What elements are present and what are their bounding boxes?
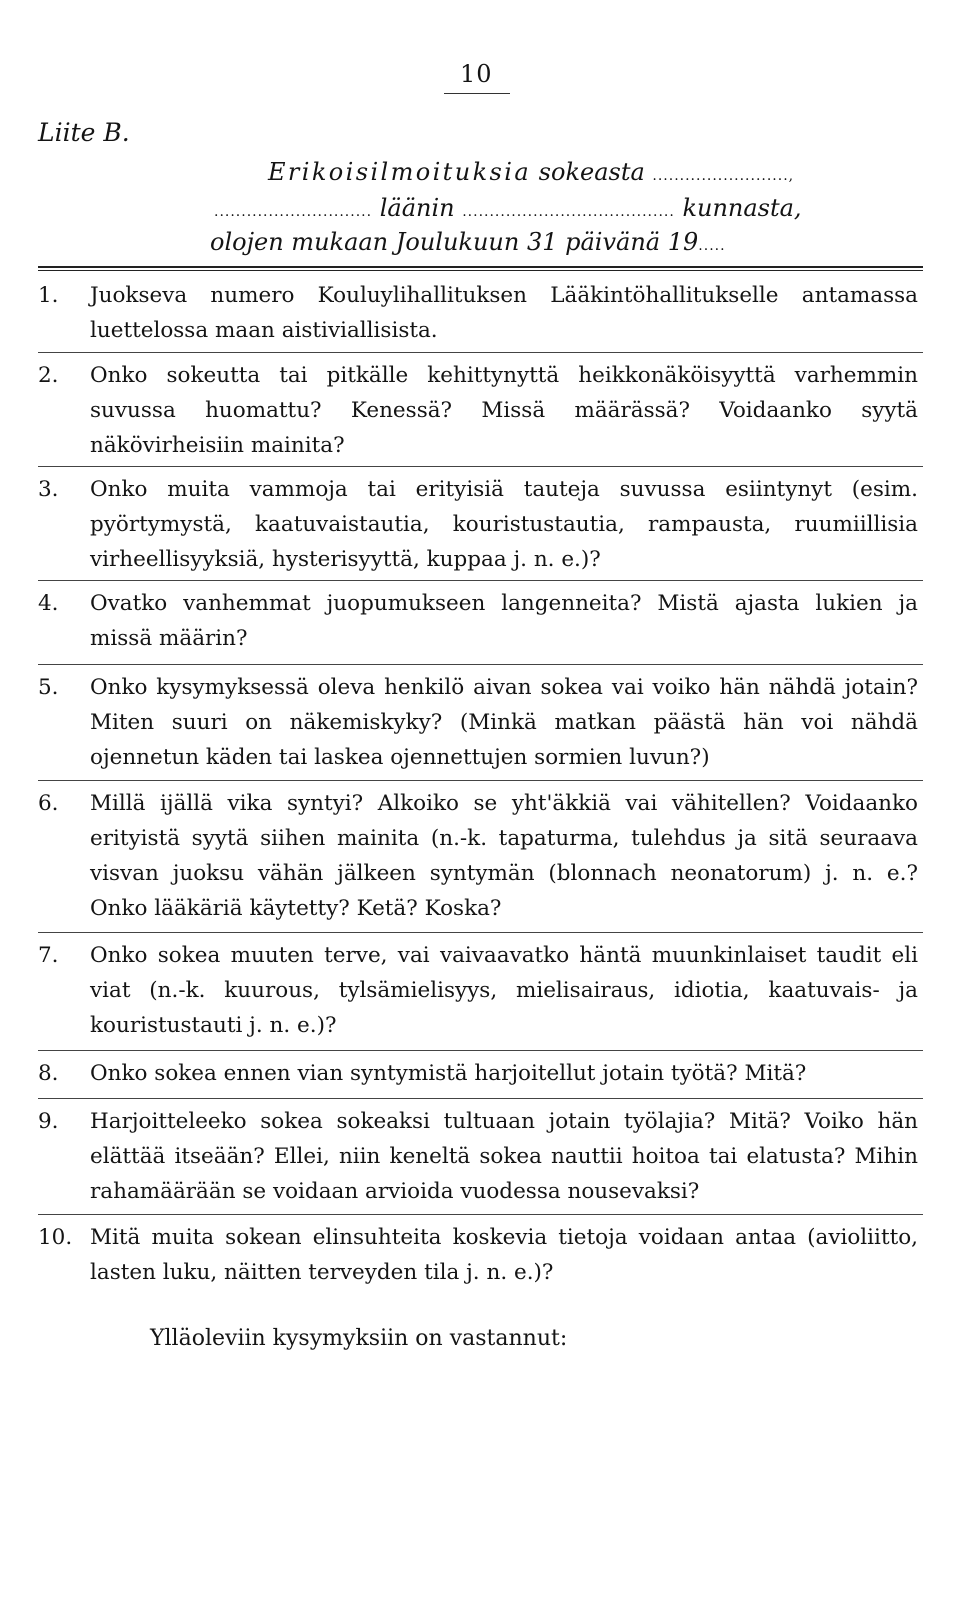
- question-number: 9.: [38, 1109, 59, 1134]
- question-5: [38, 670, 918, 775]
- page-number: 10: [460, 60, 493, 88]
- page-number-underline: [444, 93, 510, 94]
- question-text: Onko sokea muuten terve, vai vaivaavatko häntä muunkinlaiset taudit eli viat (n.-k. kuurous, tylsämielisyys, mielisairaus, idiotia, kaatuvais- ja kouristustauti j. n. e.)?: [90, 943, 918, 1038]
- heading-line-2: [214, 194, 802, 222]
- question-text: Juokseva numero Kouluylihallituksen Lääkintöhallitukselle antamassa luettelossa maan aistiviallisista.: [90, 283, 918, 343]
- respondent-line: Ylläoleviin kysymyksiin on vastannut:: [150, 1326, 568, 1351]
- heading-rule-bottom: [38, 270, 923, 271]
- province-label: läänin: [379, 194, 455, 222]
- year-fill-dots: .....: [698, 238, 726, 254]
- question-10: [38, 1220, 918, 1290]
- heading-title: Erikoisilmoituksia: [268, 158, 532, 186]
- question-divider: [38, 664, 923, 665]
- question-2: [38, 358, 918, 463]
- question-number: 10.: [38, 1225, 73, 1250]
- question-number: 8.: [38, 1061, 59, 1086]
- question-number: 1.: [38, 283, 59, 308]
- question-6: [38, 786, 918, 926]
- question-number: 6.: [38, 791, 59, 816]
- question-text: Onko sokeutta tai pitkälle kehittynyttä heikkonäköisyyttä varhemmin suvussa huomattu? Kenessä? Missä määrässä? Voidaanko syytä näkövirheisiin mainita?: [90, 363, 918, 458]
- question-divider: [38, 580, 923, 581]
- question-4: [38, 586, 918, 656]
- question-divider: [38, 1098, 923, 1099]
- question-text: Onko sokea ennen vian syntymistä harjoitellut jotain työtä? Mitä?: [90, 1061, 807, 1086]
- date-label: olojen mukaan Joulukuun 31 päivänä 19: [210, 228, 699, 256]
- heading-line-1: [268, 158, 794, 186]
- question-divider: [38, 1050, 923, 1051]
- question-divider: [38, 932, 923, 933]
- question-number: 3.: [38, 477, 59, 502]
- question-text: Onko muita vammoja tai erityisiä tauteja suvussa esiintynyt (esim. pyörtymystä, kaatuvaistautia, kouristustautia, rampausta, ruumiillisia virheellisyyksiä, hysterisyyttä, kuppaa j. n. e.)?: [90, 477, 918, 572]
- question-number: 5.: [38, 675, 59, 700]
- question-divider: [38, 466, 923, 467]
- heading-title-rest: sokeasta: [531, 158, 645, 186]
- question-9: [38, 1104, 918, 1209]
- question-divider: [38, 352, 923, 353]
- question-number: 4.: [38, 591, 59, 616]
- question-text: Harjoitteleeko sokea sokeaksi tultuaan jotain työlajia? Mitä? Voiko hän elättää itseään? Ellei, niin keneltä sokea nauttii hoitoa tai elatusta? Mihin rahamäärään se voidaan arvioida vuodessa nousevaksi?: [90, 1109, 918, 1204]
- question-number: 2.: [38, 363, 59, 388]
- question-8: [38, 1056, 918, 1091]
- question-text: Mitä muita sokean elinsuhteita koskevia tietoja voidaan antaa (avioliitto, lasten luku, näitten terveyden tila j. n. e.)?: [90, 1225, 918, 1285]
- question-1: [38, 278, 918, 348]
- heading-rule-top: [38, 266, 923, 268]
- question-3: [38, 472, 918, 577]
- appendix-label: Liite B.: [38, 118, 130, 147]
- question-divider: [38, 780, 923, 781]
- question-7: [38, 938, 918, 1043]
- province-fill-dots: .............................: [214, 204, 373, 220]
- question-text: Millä ijällä vika syntyi? Alkoiko se yht'äkkiä vai vähitellen? Voidaanko erityistä syytä siihen mainita (n.-k. tapaturma, tulehdus ja sitä seuraava visvan juoksu vähän jälkeen syntymän (blonnach neonatorum) j. n. e.? Onko lääkäriä käytetty? Ketä? Koska?: [90, 791, 918, 921]
- question-text: Onko kysymyksessä oleva henkilö aivan sokea vai voiko hän nähdä jotain? Miten suuri on näkemiskyky? (Minkä matkan päästä hän voi nähdä ojennetun käden tai laskea ojennettujen sormien luvun?): [90, 675, 918, 770]
- municipality-label: kunnasta,: [682, 194, 802, 222]
- heading-fill-dots: .........................,: [652, 168, 795, 184]
- municipality-fill-dots: .......................................: [462, 204, 675, 220]
- question-text: Ovatko vanhemmat juopumukseen langenneita? Mistä ajasta lukien ja missä määrin?: [90, 591, 918, 651]
- question-divider: [38, 1214, 923, 1215]
- question-number: 7.: [38, 943, 59, 968]
- heading-line-3: [210, 228, 726, 256]
